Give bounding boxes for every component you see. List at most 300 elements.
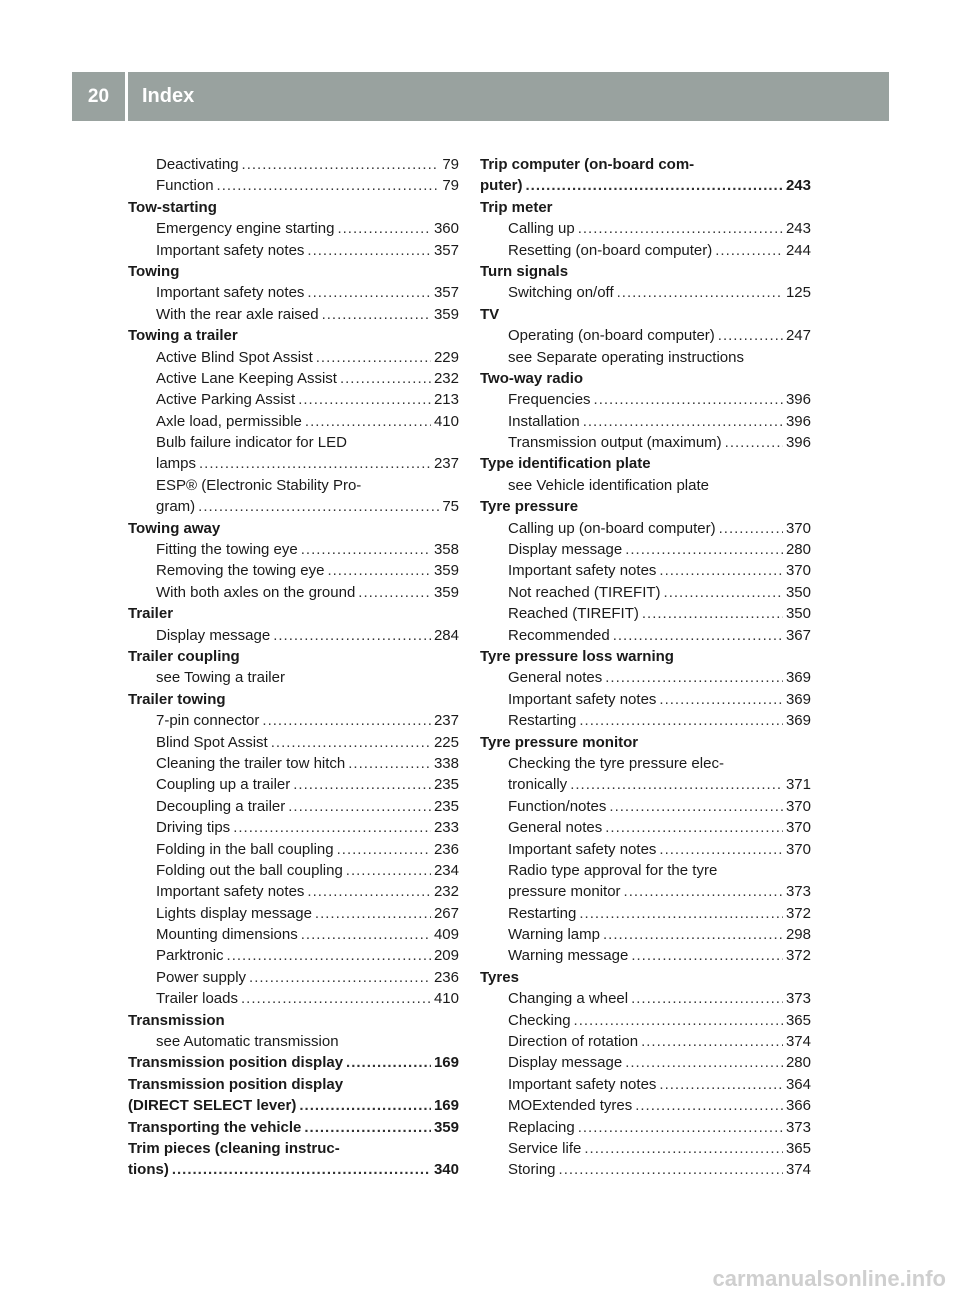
index-subentry bbox=[480, 753, 811, 774]
index-subentry bbox=[128, 240, 459, 261]
entry-text: lamps bbox=[156, 455, 197, 473]
dot-leader bbox=[346, 860, 431, 881]
entry-text: Function bbox=[156, 177, 214, 195]
page-reference: 243 bbox=[785, 177, 811, 195]
entry-text: TV bbox=[480, 305, 500, 323]
entry-text: Coupling up a trailer bbox=[156, 776, 291, 794]
entry-text: Important safety notes bbox=[508, 690, 657, 708]
dot-leader bbox=[227, 945, 431, 966]
index-heading bbox=[480, 967, 811, 988]
entry-text: gram) bbox=[156, 498, 196, 516]
page-reference: 369 bbox=[785, 690, 811, 708]
page-reference: 370 bbox=[785, 797, 811, 815]
entry-text: Decoupling a trailer bbox=[156, 797, 286, 815]
entry-text: (DIRECT SELECT lever) bbox=[128, 1097, 297, 1115]
entry-text: Replacing bbox=[508, 1118, 575, 1136]
dot-leader bbox=[570, 774, 783, 795]
entry-text: Two-way radio bbox=[480, 369, 584, 387]
entry-text: Driving tips bbox=[156, 819, 231, 837]
index-subentry bbox=[128, 967, 459, 988]
entry-text: see Separate operating instructions bbox=[508, 348, 744, 366]
entry-text: General notes bbox=[508, 819, 603, 837]
index-subentry bbox=[128, 389, 459, 410]
index-heading bbox=[480, 154, 811, 175]
dot-leader bbox=[559, 1159, 783, 1180]
page-reference: 280 bbox=[785, 541, 811, 559]
page-reference: 350 bbox=[785, 583, 811, 601]
page-reference: 233 bbox=[433, 819, 459, 837]
dot-leader bbox=[199, 453, 431, 474]
entry-text: Active Blind Spot Assist bbox=[156, 348, 313, 366]
dot-leader bbox=[584, 1138, 783, 1159]
page-reference: 396 bbox=[785, 391, 811, 409]
dot-leader bbox=[307, 881, 431, 902]
index-subentry bbox=[480, 667, 811, 688]
entry-text: Transmission output (maximum) bbox=[508, 434, 722, 452]
page-reference: 409 bbox=[433, 926, 459, 944]
index-subentry bbox=[480, 218, 811, 239]
dot-leader bbox=[617, 282, 783, 303]
index-heading bbox=[128, 1159, 459, 1180]
entry-text: pressure monitor bbox=[508, 883, 621, 901]
page-reference: 75 bbox=[442, 498, 459, 516]
entry-text: Folding out the ball coupling bbox=[156, 861, 343, 879]
dot-leader bbox=[337, 839, 431, 860]
page-reference: 225 bbox=[433, 733, 459, 751]
index-subentry bbox=[480, 518, 811, 539]
dot-leader bbox=[579, 710, 783, 731]
dot-leader bbox=[315, 903, 431, 924]
index-heading bbox=[480, 197, 811, 218]
entry-text: Mounting dimensions bbox=[156, 926, 298, 944]
entry-text: Important safety notes bbox=[156, 241, 305, 259]
index-subentry bbox=[480, 603, 811, 624]
index-subentry bbox=[128, 732, 459, 753]
page-reference: 358 bbox=[433, 541, 459, 559]
index-heading bbox=[480, 304, 811, 325]
index-subentry bbox=[128, 175, 459, 196]
page-reference: 364 bbox=[785, 1075, 811, 1093]
dot-leader bbox=[659, 1074, 783, 1095]
page-reference: 280 bbox=[785, 1054, 811, 1072]
dot-leader bbox=[624, 881, 783, 902]
dot-leader bbox=[322, 304, 431, 325]
dot-leader bbox=[609, 796, 783, 817]
entry-text: Transporting the vehicle bbox=[128, 1118, 302, 1136]
page-reference: 357 bbox=[433, 284, 459, 302]
page-reference: 372 bbox=[785, 947, 811, 965]
dot-leader bbox=[578, 1117, 783, 1138]
entry-text: Important safety notes bbox=[156, 284, 305, 302]
dot-leader bbox=[242, 154, 440, 175]
page-reference: 237 bbox=[433, 712, 459, 730]
entry-text: Parktronic bbox=[156, 947, 224, 965]
page-reference: 372 bbox=[785, 904, 811, 922]
index-subentry bbox=[480, 796, 811, 817]
page-reference: 236 bbox=[433, 968, 459, 986]
index-heading bbox=[128, 1052, 459, 1073]
entry-text: tronically bbox=[508, 776, 568, 794]
entry-text: Removing the towing eye bbox=[156, 562, 325, 580]
page-reference: 396 bbox=[785, 412, 811, 430]
index-subentry bbox=[480, 1010, 811, 1031]
index-heading bbox=[480, 496, 811, 517]
index-heading bbox=[128, 1138, 459, 1159]
entry-text: Changing a wheel bbox=[508, 990, 629, 1008]
entry-text: Lights display message bbox=[156, 904, 312, 922]
dot-leader bbox=[301, 539, 431, 560]
entry-text: Display message bbox=[156, 626, 271, 644]
entry-text: Transmission position display bbox=[128, 1075, 344, 1093]
index-subentry bbox=[128, 1031, 459, 1052]
dot-leader bbox=[233, 817, 431, 838]
entry-text: Fitting the towing eye bbox=[156, 541, 298, 559]
page-reference: 357 bbox=[433, 241, 459, 259]
index-subentry bbox=[480, 282, 811, 303]
page-reference: 235 bbox=[433, 776, 459, 794]
dot-leader bbox=[273, 625, 431, 646]
page-reference: 267 bbox=[433, 904, 459, 922]
index-heading bbox=[480, 732, 811, 753]
index-heading bbox=[480, 646, 811, 667]
index-column-right bbox=[480, 154, 811, 1181]
index-subentry bbox=[480, 1031, 811, 1052]
entry-text: Recommended bbox=[508, 626, 610, 644]
entry-text: Tow-starting bbox=[128, 198, 217, 216]
index-heading bbox=[480, 175, 811, 196]
page-reference: 365 bbox=[785, 1011, 811, 1029]
page-reference: 366 bbox=[785, 1097, 811, 1115]
page-reference: 244 bbox=[785, 241, 811, 259]
dot-leader bbox=[249, 967, 431, 988]
dot-leader bbox=[299, 1095, 431, 1116]
index-subentry bbox=[480, 839, 811, 860]
entry-text: With the rear axle raised bbox=[156, 305, 319, 323]
dot-leader bbox=[241, 988, 431, 1009]
entry-text: Not reached (TIREFIT) bbox=[508, 583, 661, 601]
entry-text: Emergency engine starting bbox=[156, 220, 335, 238]
index-subentry bbox=[128, 218, 459, 239]
page-reference: 410 bbox=[433, 990, 459, 1008]
entry-text: Direction of rotation bbox=[508, 1033, 639, 1051]
dot-leader bbox=[659, 839, 783, 860]
page-reference: 374 bbox=[785, 1161, 811, 1179]
page-reference: 370 bbox=[785, 819, 811, 837]
page-reference: 371 bbox=[785, 776, 811, 794]
entry-text: Deactivating bbox=[156, 156, 239, 173]
entry-text: Important safety notes bbox=[508, 562, 657, 580]
dot-leader bbox=[625, 1052, 783, 1073]
dot-leader bbox=[307, 240, 431, 261]
entry-text: Radio type approval for the tyre bbox=[508, 861, 718, 879]
dot-leader bbox=[641, 1031, 783, 1052]
page-reference: 359 bbox=[433, 1118, 459, 1136]
index-subentry bbox=[128, 796, 459, 817]
index-heading bbox=[128, 325, 459, 346]
page-reference: 284 bbox=[433, 626, 459, 644]
page-reference: 369 bbox=[785, 712, 811, 730]
dot-leader bbox=[719, 518, 783, 539]
page-reference: 125 bbox=[785, 284, 811, 302]
entry-text: Restarting bbox=[508, 712, 577, 730]
entry-text: Towing a trailer bbox=[128, 327, 238, 345]
index-subentry bbox=[480, 924, 811, 945]
dot-leader bbox=[304, 1117, 431, 1138]
dot-leader bbox=[579, 903, 783, 924]
dot-leader bbox=[603, 924, 783, 945]
entry-text: Folding in the ball coupling bbox=[156, 840, 334, 858]
index-subentry bbox=[128, 903, 459, 924]
page-reference: 340 bbox=[433, 1161, 459, 1179]
entry-text: ESP® (Electronic Stability Pro- bbox=[156, 476, 362, 494]
entry-text: Transmission position display bbox=[128, 1054, 344, 1072]
page-reference: 298 bbox=[785, 926, 811, 944]
entry-text: tions) bbox=[128, 1161, 169, 1179]
page-reference: 367 bbox=[785, 626, 811, 644]
index-subentry bbox=[480, 582, 811, 603]
index-heading bbox=[128, 1095, 459, 1116]
header-divider bbox=[125, 72, 128, 121]
index-subentry bbox=[128, 860, 459, 881]
page-reference: 234 bbox=[433, 861, 459, 879]
index-heading bbox=[128, 689, 459, 710]
dot-leader bbox=[625, 539, 783, 560]
index-subentry bbox=[480, 240, 811, 261]
index-subentry bbox=[480, 325, 811, 346]
page-reference: 350 bbox=[785, 605, 811, 623]
dot-leader bbox=[262, 710, 431, 731]
entry-text: Warning message bbox=[508, 947, 629, 965]
entry-text: Storing bbox=[508, 1161, 556, 1179]
entry-text: Tyre pressure bbox=[480, 498, 579, 516]
dot-leader bbox=[659, 560, 783, 581]
dot-leader bbox=[337, 218, 431, 239]
dot-leader bbox=[217, 175, 440, 196]
index-subentry bbox=[128, 667, 459, 688]
page-reference: 373 bbox=[785, 990, 811, 1008]
page-reference: 169 bbox=[433, 1054, 459, 1072]
entry-text: Transmission bbox=[128, 1011, 225, 1029]
page-reference: 237 bbox=[433, 455, 459, 473]
index-subentry bbox=[128, 560, 459, 581]
dot-leader bbox=[631, 988, 783, 1009]
page-reference: 209 bbox=[433, 947, 459, 965]
dot-leader bbox=[594, 389, 783, 410]
entry-text: Service life bbox=[508, 1139, 582, 1157]
page-reference: 232 bbox=[433, 883, 459, 901]
entry-text: see Vehicle identification plate bbox=[508, 476, 709, 494]
entry-text: Trip meter bbox=[480, 198, 553, 216]
entry-text: Bulb failure indicator for LED bbox=[156, 434, 347, 452]
index-subentry bbox=[128, 582, 459, 603]
index-subentry bbox=[480, 817, 811, 838]
page-reference: 359 bbox=[433, 583, 459, 601]
dot-leader bbox=[664, 582, 783, 603]
index-subentry bbox=[128, 753, 459, 774]
index-subentry bbox=[128, 411, 459, 432]
page-reference: 374 bbox=[785, 1033, 811, 1051]
index-subentry bbox=[480, 1074, 811, 1095]
dot-leader bbox=[172, 1159, 431, 1180]
entry-text: Trailer towing bbox=[128, 690, 226, 708]
page-reference: 247 bbox=[785, 327, 811, 345]
dot-leader bbox=[348, 753, 431, 774]
dot-leader bbox=[718, 325, 783, 346]
index-subentry bbox=[480, 625, 811, 646]
dot-leader bbox=[526, 175, 783, 196]
index-subentry bbox=[480, 903, 811, 924]
dot-leader bbox=[642, 603, 783, 624]
index-subentry bbox=[128, 988, 459, 1009]
entry-text: Reached (TIREFIT) bbox=[508, 605, 639, 623]
page-reference: 410 bbox=[433, 412, 459, 430]
entry-text: General notes bbox=[508, 669, 603, 687]
index-subentry bbox=[480, 1117, 811, 1138]
page-reference: 359 bbox=[433, 305, 459, 323]
entry-text: Trailer bbox=[128, 605, 174, 623]
index-heading bbox=[128, 261, 459, 282]
entry-text: Important safety notes bbox=[156, 883, 305, 901]
index-subentry bbox=[480, 1052, 811, 1073]
page-reference: 229 bbox=[433, 348, 459, 366]
index-heading bbox=[128, 1010, 459, 1031]
index-column-left bbox=[128, 154, 459, 1181]
page-title: Index bbox=[142, 85, 195, 107]
index-heading bbox=[128, 197, 459, 218]
entry-text: Cleaning the trailer tow hitch bbox=[156, 754, 346, 772]
entry-text: Type identification plate bbox=[480, 455, 651, 473]
page-reference: 370 bbox=[785, 840, 811, 858]
entry-text: With both axles on the ground bbox=[156, 583, 356, 601]
index-heading bbox=[128, 1117, 459, 1138]
dot-leader bbox=[631, 945, 783, 966]
entry-text: Tyre pressure monitor bbox=[480, 733, 639, 751]
dot-leader bbox=[271, 732, 431, 753]
index-subentry bbox=[128, 945, 459, 966]
index-heading bbox=[128, 646, 459, 667]
entry-text: Warning lamp bbox=[508, 926, 600, 944]
index-subentry bbox=[480, 945, 811, 966]
entry-text: Tyre pressure loss warning bbox=[480, 647, 674, 665]
entry-text: Function/notes bbox=[508, 797, 607, 815]
entry-text: Power supply bbox=[156, 968, 247, 986]
entry-text: see Towing a trailer bbox=[156, 669, 285, 687]
dot-leader bbox=[578, 218, 783, 239]
page-number: 20 bbox=[87, 85, 110, 107]
index-subentry bbox=[128, 774, 459, 795]
index-subentry bbox=[128, 368, 459, 389]
entry-text: Resetting (on-board computer) bbox=[508, 241, 713, 259]
page-reference: 373 bbox=[785, 883, 811, 901]
index-subentry bbox=[128, 154, 459, 175]
dot-leader bbox=[198, 496, 439, 517]
page-header bbox=[72, 72, 889, 121]
entry-text: Trim pieces (cleaning instruc- bbox=[128, 1139, 340, 1157]
index-heading bbox=[128, 1074, 459, 1095]
index-subentry bbox=[480, 710, 811, 731]
index-subentry bbox=[480, 539, 811, 560]
page-reference: 232 bbox=[433, 369, 459, 387]
entry-text: Display message bbox=[508, 541, 623, 559]
index-subentry bbox=[128, 432, 459, 453]
entry-text: Active Parking Assist bbox=[156, 391, 296, 409]
index-heading bbox=[480, 368, 811, 389]
entry-text: Towing bbox=[128, 262, 180, 280]
page-reference: 235 bbox=[433, 797, 459, 815]
entry-text: Checking bbox=[508, 1011, 571, 1029]
entry-text: Installation bbox=[508, 412, 580, 430]
page-reference: 79 bbox=[442, 177, 459, 195]
index-subentry bbox=[480, 432, 811, 453]
page-reference: 169 bbox=[433, 1097, 459, 1115]
index-subentry bbox=[480, 560, 811, 581]
index-subentry bbox=[128, 924, 459, 945]
page-reference: 370 bbox=[785, 519, 811, 537]
index-subentry bbox=[128, 282, 459, 303]
index-subentry bbox=[480, 881, 811, 902]
index-subentry bbox=[128, 710, 459, 731]
entry-text: Restarting bbox=[508, 904, 577, 922]
index-subentry bbox=[128, 475, 459, 496]
entry-text: Axle load, permissible bbox=[156, 412, 302, 430]
index-subentry bbox=[128, 347, 459, 368]
index-subentry bbox=[128, 817, 459, 838]
index-heading bbox=[128, 603, 459, 624]
index-subentry bbox=[128, 839, 459, 860]
index-subentry bbox=[480, 1138, 811, 1159]
dot-leader bbox=[605, 817, 783, 838]
dot-leader bbox=[293, 774, 431, 795]
entry-text: Trailer coupling bbox=[128, 647, 240, 665]
dot-leader bbox=[346, 1052, 431, 1073]
dot-leader bbox=[635, 1095, 783, 1116]
page-reference: 236 bbox=[433, 840, 459, 858]
entry-text: puter) bbox=[480, 177, 523, 195]
entry-text: Trailer loads bbox=[156, 990, 238, 1008]
dot-leader bbox=[725, 432, 783, 453]
entry-text: 7-pin connector bbox=[156, 712, 260, 730]
page-reference: 79 bbox=[442, 156, 459, 173]
dot-leader bbox=[288, 796, 431, 817]
index-subentry bbox=[480, 774, 811, 795]
index-subentry bbox=[480, 389, 811, 410]
index-subentry bbox=[480, 347, 811, 368]
entry-text: Calling up (on-board computer) bbox=[508, 519, 716, 537]
dot-leader bbox=[307, 282, 431, 303]
index-subentry bbox=[480, 860, 811, 881]
index-subentry bbox=[128, 539, 459, 560]
index-subentry bbox=[128, 304, 459, 325]
entry-text: Switching on/off bbox=[508, 284, 614, 302]
index-heading bbox=[128, 518, 459, 539]
page-reference: 365 bbox=[785, 1139, 811, 1157]
page-reference: 373 bbox=[785, 1118, 811, 1136]
dot-leader bbox=[316, 347, 431, 368]
dot-leader bbox=[301, 924, 431, 945]
page-reference: 213 bbox=[433, 391, 459, 409]
index-subentry bbox=[480, 475, 811, 496]
dot-leader bbox=[715, 240, 783, 261]
index-subentry bbox=[128, 496, 459, 517]
index-subentry bbox=[128, 453, 459, 474]
dot-leader bbox=[659, 689, 783, 710]
dot-leader bbox=[583, 411, 783, 432]
page-reference: 243 bbox=[785, 220, 811, 238]
page-reference: 396 bbox=[785, 434, 811, 452]
dot-leader bbox=[298, 389, 431, 410]
page-reference: 370 bbox=[785, 562, 811, 580]
index-heading bbox=[480, 453, 811, 474]
